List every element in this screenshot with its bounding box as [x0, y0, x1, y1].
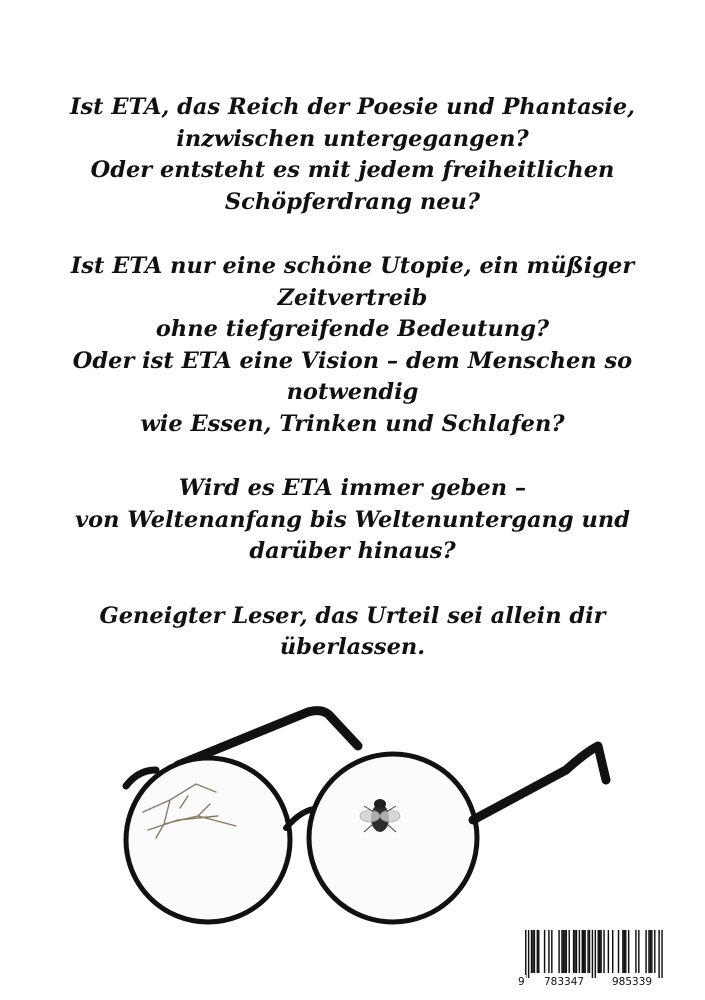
barcode-bar — [582, 930, 583, 973]
barcode-right-group: 985339 — [612, 976, 653, 988]
text-line: Ist ETA, das Reich der Poesie und Phantasie, — [69, 94, 636, 120]
barcode-bar — [624, 930, 625, 973]
barcode-bar — [532, 930, 533, 973]
text-line: notwendig — [286, 379, 419, 405]
barcode-bar — [618, 930, 619, 973]
barcode-bar — [551, 930, 552, 973]
barcode-bar — [589, 930, 590, 973]
barcode-bar — [628, 930, 629, 973]
barcode-bar — [648, 930, 649, 973]
text-line: darüber hinaus? — [249, 538, 456, 564]
barcode-bar — [600, 930, 601, 973]
barcode-bar — [661, 930, 662, 978]
barcode-bar — [583, 930, 584, 973]
text-line: überlassen. — [279, 634, 426, 660]
text-line: wie Essen, Trinken und Schlafen? — [140, 410, 565, 437]
barcode-bar — [563, 930, 564, 973]
right-temple-arm — [473, 746, 606, 820]
barcode-bar — [537, 930, 538, 973]
text-line: Wird es ETA immer geben – — [178, 475, 527, 501]
barcode-bar — [654, 930, 655, 973]
stanza-4 — [0, 601, 705, 664]
barcode-bar — [558, 930, 559, 973]
broken-eyeglasses-with-fly-icon — [118, 700, 618, 930]
barcode-bar — [584, 930, 585, 973]
barcode-bar — [608, 930, 609, 973]
back-cover-text — [0, 92, 705, 697]
barcode-digits — [515, 975, 672, 989]
barcode-bars — [515, 928, 672, 978]
text-line: ohne tiefgreifende Bedeutung? — [155, 316, 550, 342]
text-line: Oder ist ETA eine Vision – dem Menschen so — [72, 347, 633, 374]
barcode-bar — [592, 930, 593, 978]
right-lens — [309, 754, 477, 922]
barcode-bar — [538, 930, 539, 973]
barcode-bar — [587, 930, 588, 973]
ean-13-barcode-icon — [515, 928, 672, 990]
barcode-bar — [574, 930, 575, 973]
left-lens — [126, 758, 290, 922]
barcode-bar — [595, 930, 596, 978]
barcode-bar — [651, 930, 652, 973]
barcode-bar — [638, 930, 639, 973]
barcode-bar — [528, 930, 529, 978]
barcode-bar — [650, 930, 651, 973]
barcode-bar — [569, 930, 570, 973]
barcode-bar — [612, 930, 613, 973]
barcode-bar — [573, 930, 574, 973]
barcode-bar — [525, 930, 526, 978]
barcode-bar — [645, 930, 646, 973]
barcode-bar — [625, 930, 626, 973]
barcode-bar — [534, 930, 535, 973]
barcode-bar — [548, 930, 549, 973]
text-line: Geneigter Leser, das Urteil sei allein dir — [99, 602, 606, 629]
stanza-2 — [0, 251, 705, 440]
text-line: Ist ETA nur eine schöne Utopie, ein müßiger — [70, 253, 635, 279]
text-line: inzwischen untergegangen? — [176, 125, 529, 152]
text-line: von Weltenanfang bis Weltenuntergang und — [75, 506, 630, 533]
barcode-bar — [576, 930, 577, 973]
barcode-bar — [564, 930, 565, 973]
barcode-lead-digit: 9 — [518, 976, 525, 988]
text-line: Zeitvertreib — [277, 284, 428, 311]
barcode-bar — [566, 930, 567, 973]
stanza-3 — [0, 473, 705, 568]
barcode-bar — [635, 930, 636, 973]
barcode-bar — [531, 930, 532, 973]
barcode-bar — [544, 930, 545, 973]
stanza-1 — [0, 92, 705, 218]
barcode-bar — [561, 930, 562, 973]
barcode-bar — [622, 930, 623, 973]
barcode-bar — [579, 930, 580, 973]
text-line: Schöpferdrang neu? — [224, 188, 481, 215]
barcode-bar — [599, 930, 600, 973]
barcode-left-group: 783347 — [544, 976, 585, 988]
barcode-bar — [603, 930, 604, 973]
text-line: Oder entsteht es mit jedem freiheitlichen — [90, 157, 615, 183]
barcode-bar — [658, 930, 659, 978]
barcode-bar — [598, 930, 599, 973]
